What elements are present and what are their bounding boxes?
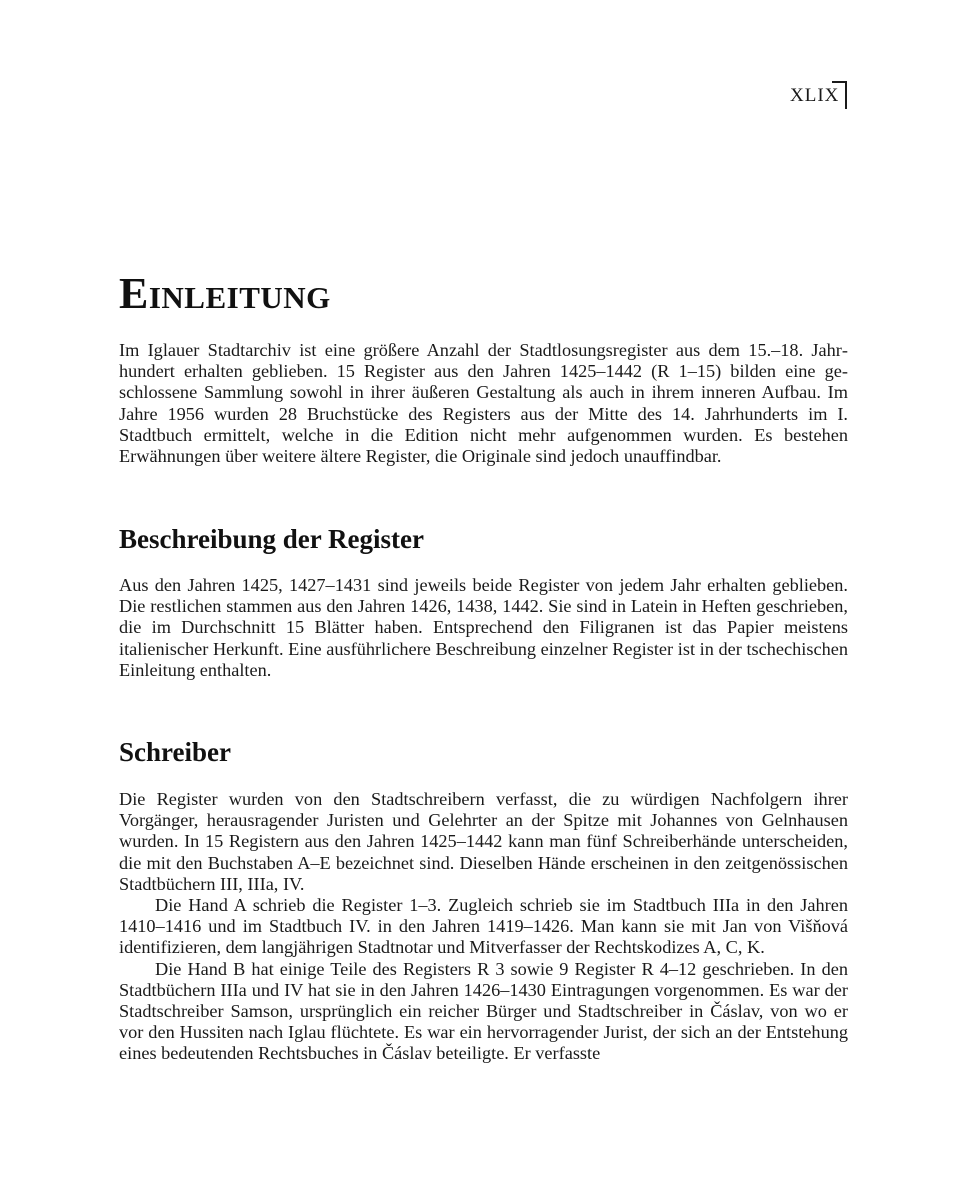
intro-text — [119, 340, 848, 467]
beschreibung-paragraph: Aus den Jahren 1425, 1427–1431 sind jeweils beide Register von jedem Jahr erhalten geblieben. Die restlichen stammen aus den Jahren 1426, 1438, 1442. Sie sind in Latein in Heften geschrieben, die im Durchschnitt 15 Blätter haben. Entsprechend den Filigranen ist das Papier meistens italienischer Herkunft. Eine ausführlichere Beschreibung einzelner Register ist in der tschechischen Einleitung enthalten. — [119, 575, 848, 680]
section-beschreibung-text — [119, 575, 848, 681]
section-heading-schreiber: Schreiber — [119, 737, 231, 767]
intro-paragraph: Im Iglauer Stadtarchiv ist eine größere Anzahl der Stadtlosungsregister aus dem 15.–18. Jahrhundert erhalten geblieben. 15 Register aus den Jahren 1425–1442 (R 1–15) bilden eine geschlossene Sammlung sowohl in ihrer äußeren Gestaltung als auch in ihrem inneren Aufbau. Im Jahre 1956 wurden 28 Bruchstücke des Registers aus der Mitte des 14. Jahrhunderts im I. Stadtbuch ermittelt, welche in die Edition nicht mehr aufgenommen wurden. Es bestehen Erwähnungen über weitere ältere Register, die Originale sind jedoch unauffindbar. — [119, 340, 848, 467]
chapter-title: Einleitung — [119, 269, 331, 318]
schreiber-paragraph-3: Die Hand B hat einige Teile des Registers R 3 sowie 9 Register R 4–12 geschrieben. In den Stadtbüchern IIIa und IV hat sie in den Jahren 1426–1430 Eintragungen vorgenommen. Es war der Stadtschreiber Samson, ursprünglich ein reicher Bürger und Stadtschreiber in Čáslav, von wo er vor den Hussiten nach Iglau flüchtete. Es war ein hervorragender Jurist, der sich an der Entstehung eines bedeutenden Rechtsbuches in Čáslav beteiligte. Er verfasste — [119, 958, 848, 1064]
section-schreiber-text — [119, 789, 848, 1065]
schreiber-paragraph-2: Die Hand A schrieb die Register 1–3. Zugleich schrieb sie im Stadtbuch IIIa in den Jahren 1410–1416 und im Stadtbuch IV. in den Jahren 1419–1426. Man kann sie mit Jan von Višňová identifizieren, dem langjährigen Stadtnotar und Mitverfasser der Rechtskodizes A, C, K. — [119, 895, 848, 958]
section-heading-beschreibung: Beschreibung der Register — [119, 524, 424, 554]
folio-rule-vertical — [845, 81, 847, 109]
page-number: XLIX — [790, 85, 840, 106]
schreiber-paragraph-1: Die Register wurden von den Stadtschreibern verfasst, die zu würdigen Nachfolgern ihrer Vorgänger, herausragender Juristen und Gelehrter an der Spitze mit Johannes von Gelnhausen wurden. In 15 Registern aus den Jahren 1425–1442 kann man fünf Schreiberhände unterscheiden, die mit den Buchstaben A–E bezeichnet sind. Dieselben Hände erscheinen in den zeitgenössischen Stadtbüchern III, IIIa, IV. — [119, 789, 848, 894]
